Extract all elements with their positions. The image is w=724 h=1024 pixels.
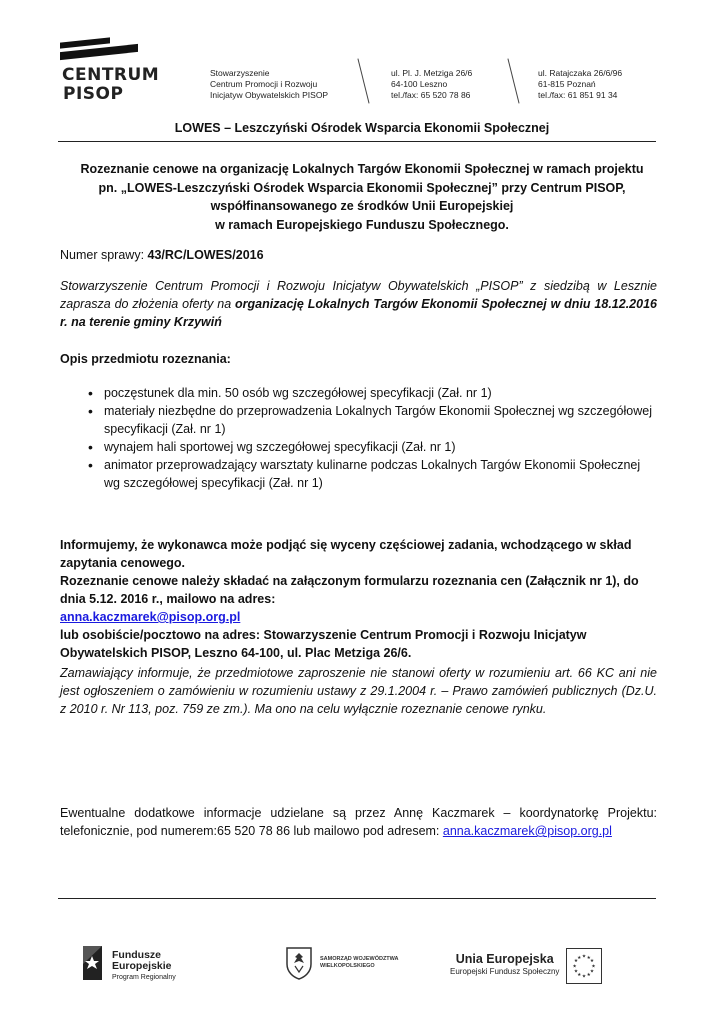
svg-text:★: ★	[589, 959, 595, 965]
fundusze-europejskie-label	[112, 950, 176, 983]
case-number-label: Numer sprawy:	[60, 248, 148, 262]
svg-text:★: ★	[591, 964, 596, 970]
submission-info	[60, 536, 657, 662]
eu-title: Unia Europejska	[455, 952, 554, 966]
contact-email-link[interactable]: anna.kaczmarek@pisop.org.pl	[442, 824, 612, 838]
fe-line2: Europejskie	[112, 960, 172, 972]
contact-paragraph	[60, 804, 657, 840]
eu-subtitle: Europejski Fundusz Społeczny	[450, 967, 560, 976]
svg-text:★: ★	[589, 969, 595, 975]
scope-heading: Opis przedmiotu rozeznania:	[60, 352, 231, 366]
svg-text:★: ★	[572, 964, 577, 970]
svg-text:★: ★	[586, 972, 591, 978]
header-divider	[357, 59, 369, 104]
svg-text:★: ★	[586, 955, 591, 961]
contact-text: Ewentualne dodatkowe informacje udzielane są przez Annę Kaczmarek – koordynatorkę Projektu: telefonicznie, pod numerem:65 520 78 86 lub mailowo pod adresem:	[60, 806, 657, 838]
fundusze-europejskie-icon	[80, 944, 106, 982]
eu-flag-icon	[566, 948, 602, 984]
svg-text:★: ★	[581, 954, 587, 960]
intro-line: w ramach Europejskiego Funduszu Społecznego.	[215, 217, 509, 232]
footer-divider	[58, 898, 656, 899]
svg-text:★: ★	[577, 972, 582, 978]
address-line: ul. Pl. J. Metziga 26/6	[391, 68, 473, 78]
wlkp-line2: WIELKOPOLSKIEGO	[320, 963, 375, 969]
svg-text:★: ★	[577, 955, 582, 961]
fe-line1: Fundusze	[112, 949, 161, 961]
case-number-value: 43/RC/LOWES/2016	[147, 248, 264, 262]
svg-text:★: ★	[573, 969, 579, 975]
list-item: • poczęstunek dla min. 50 osób wg szczegółowej specyfikacji (Zał. nr 1)	[60, 384, 657, 402]
intro-line: pn. „LOWES-Leszczyński Ośrodek Wsparcia Ekonomii Społecznej” przy Centrum PISOP,	[98, 180, 626, 195]
wlkp-line1: SAMORZĄD WOJEWÓDZTWA	[320, 956, 399, 962]
header-divider	[507, 59, 519, 104]
address-line: 61-815 Poznań	[538, 79, 596, 89]
intro-line: współfinansowanego ze środków Unii Europejskiej	[210, 199, 514, 213]
address-line: 64-100 Leszno	[391, 79, 448, 89]
intro-heading	[60, 160, 664, 234]
org-line: Stowarzyszenie	[210, 68, 270, 78]
invitation-paragraph	[60, 277, 657, 331]
address-line: tel./fax: 65 520 78 86	[391, 90, 471, 100]
scope-list	[60, 384, 657, 492]
address-line: ul. Ratajczaka 26/6/96	[538, 68, 623, 78]
list-item: • materiały niezbędne do przeprowadzenia Lokalnych Targów Ekonomii Społecznej wg szczegółowej specyfikacji (Zał. nr 1)	[60, 402, 657, 438]
address-poznan-block	[538, 68, 622, 101]
letterhead	[58, 36, 668, 111]
org-line: Inicjatyw Obywatelskich PISOP	[210, 90, 329, 100]
submission-address: lub osobiście/pocztowo na adres: Stowarzyszenie Centrum Promocji i Rozwoju Inicjatyw Obywatelskich PISOP, Leszno 64-100, ul. Plac Metziga 26/6.	[60, 628, 587, 660]
case-number-paragraph	[60, 246, 657, 264]
org-line: Centrum Promocji i Rozwoju	[210, 79, 318, 89]
intro-line: Rozeznanie cenowe na organizację Lokalnych Targów Ekonomii Społecznej w ramach projektu	[80, 162, 644, 176]
footer-logos	[58, 940, 658, 988]
fe-line3: Program Regionalny	[112, 974, 176, 981]
title-divider	[58, 141, 656, 142]
org-name-block	[210, 68, 328, 101]
list-item: • wynajem hali sportowej wg szczegółowej specyfikacji (Zał. nr 1)	[60, 438, 657, 456]
partial-offer-note: Informujemy, że wykonawca może podjąć się wyceny częściowej zadania, wchodzącego w skład zapytania cenowego.	[60, 538, 632, 570]
svg-text:★: ★	[573, 959, 579, 965]
invitation-text: Stowarzyszenie Centrum Promocji i Rozwoju Inicjatyw Obywatelskich „PISOP” z siedzibą w Lesznie zaprasza do złożenia oferty na	[60, 279, 657, 311]
logo-line1: CENTRUM	[62, 65, 160, 85]
centrum-pisop-logo	[62, 66, 159, 104]
address-line: tel./fax: 61 851 91 34	[538, 90, 618, 100]
document-title: LOWES – Leszczyński Ośrodek Wsparcia Ekonomii Społecznej	[174, 121, 550, 135]
legal-disclaimer: Zamawiający informuje, że przedmiotowe zaproszenie nie stanowi oferty w rozumieniu art. 66 KC ani nie jest ogłoszeniem o zamówieniu w rozumieniu ustawy z 29.1.2004 r. – Prawo zamówień publicznych (Dz.U. z 2010 r. Nr 113, poz. 759 ze zm.). Ma ono na celu wyłącznie rozeznanie cenowe rynku.	[60, 666, 657, 716]
logo-line2: PISOP	[63, 84, 124, 104]
list-item: • animator przeprowadzający warsztaty kulinarne podczas Lokalnych Targów Ekonomii Społecznej wg szczegółowej specyfikacji (Zał. nr 1)	[60, 456, 657, 492]
wielkopolska-label	[320, 956, 399, 970]
svg-text:★: ★	[581, 974, 587, 980]
email-link[interactable]: anna.kaczmarek@pisop.org.pl	[60, 610, 241, 624]
wielkopolska-crest-icon	[285, 946, 313, 980]
submission-instructions	[60, 572, 657, 662]
invitation-subject: organizację Lokalnych Targów Ekonomii Społecznej w dniu 18.12.2016 r. na terenie gminy Krzywiń	[60, 297, 657, 329]
submission-text: Rozeznanie cenowe należy składać na załączonym formularzu rozeznania cen (Załącznik nr 1), do dnia 5.12. 2016 r., mailowo na adres:	[60, 574, 639, 606]
address-leszno-block	[391, 68, 472, 101]
eu-label	[450, 952, 559, 977]
